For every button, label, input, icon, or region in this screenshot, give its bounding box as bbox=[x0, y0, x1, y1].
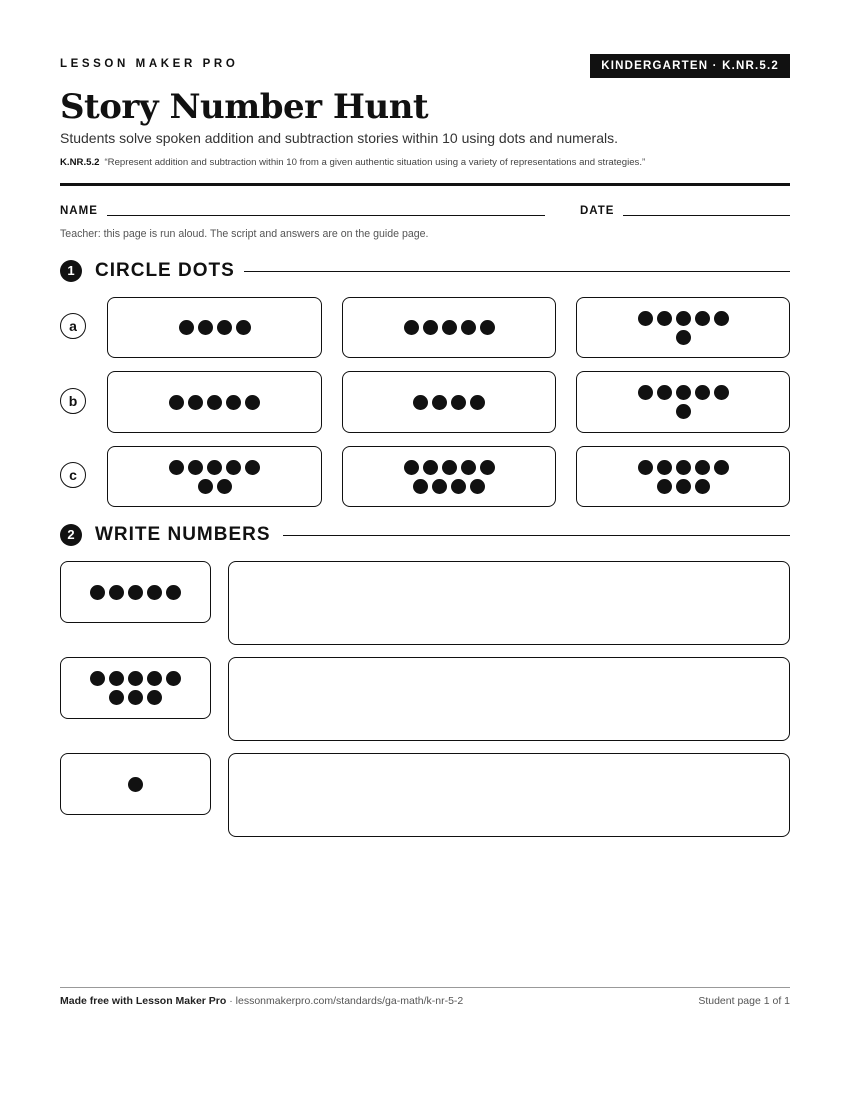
dot-group bbox=[179, 320, 251, 335]
dot-card[interactable] bbox=[342, 446, 556, 507]
footer-url-link[interactable]: lessonmakerpro.com/standards/ga-math/k-nr-5-2 bbox=[235, 995, 464, 1007]
counting-dot bbox=[480, 460, 495, 475]
dot-row bbox=[676, 330, 691, 345]
dot-row bbox=[90, 585, 181, 600]
counting-dot bbox=[461, 460, 476, 475]
counting-dot bbox=[226, 460, 241, 475]
counting-dot bbox=[470, 395, 485, 410]
counting-dot bbox=[451, 479, 466, 494]
counting-dot bbox=[128, 585, 143, 600]
dot-row bbox=[413, 395, 485, 410]
answer-box[interactable] bbox=[228, 657, 790, 741]
dot-group bbox=[90, 585, 181, 600]
footer-divider bbox=[60, 987, 790, 988]
dot-card[interactable] bbox=[576, 371, 790, 433]
counting-dot bbox=[188, 460, 203, 475]
section-rule bbox=[283, 535, 790, 536]
answer-box[interactable] bbox=[228, 753, 790, 837]
dot-row bbox=[638, 460, 729, 475]
standard-statement bbox=[60, 157, 645, 168]
dot-row bbox=[109, 690, 162, 705]
counting-dot bbox=[147, 671, 162, 686]
counting-dot bbox=[432, 479, 447, 494]
counting-dot bbox=[676, 311, 691, 326]
dot-row bbox=[676, 404, 691, 419]
counting-dot bbox=[480, 320, 495, 335]
counting-dot bbox=[128, 690, 143, 705]
counting-dot bbox=[657, 460, 672, 475]
dot-row bbox=[90, 671, 181, 686]
dot-group bbox=[90, 671, 181, 705]
footer-separator: · bbox=[226, 995, 236, 1007]
counting-dot bbox=[109, 671, 124, 686]
counting-dot bbox=[413, 479, 428, 494]
dot-row bbox=[128, 777, 143, 792]
section-number-badge: 2 bbox=[60, 524, 82, 546]
row-label-c: c bbox=[60, 462, 86, 488]
footer-made-with: Made free with Lesson Maker Pro bbox=[60, 995, 227, 1007]
dot-row bbox=[638, 311, 729, 326]
counting-dot bbox=[676, 479, 691, 494]
counting-dot bbox=[166, 671, 181, 686]
dot-card bbox=[60, 753, 211, 815]
worksheet-title: Story Number Hunt bbox=[60, 87, 429, 127]
counting-dot bbox=[217, 479, 232, 494]
counting-dot bbox=[245, 460, 260, 475]
counting-dot bbox=[451, 395, 466, 410]
dot-group bbox=[413, 395, 485, 410]
counting-dot bbox=[676, 460, 691, 475]
dot-group bbox=[404, 460, 495, 494]
section-write-numbers-header bbox=[60, 523, 790, 547]
counting-dot bbox=[714, 311, 729, 326]
section-title: WRITE NUMBERS bbox=[95, 524, 271, 545]
counting-dot bbox=[179, 320, 194, 335]
counting-dot bbox=[207, 395, 222, 410]
counting-dot bbox=[638, 385, 653, 400]
counting-dot bbox=[423, 460, 438, 475]
counting-dot bbox=[166, 585, 181, 600]
name-label: NAME bbox=[60, 205, 98, 217]
dot-group bbox=[169, 395, 260, 410]
row-label-a: a bbox=[60, 313, 86, 339]
dot-group bbox=[128, 777, 143, 792]
counting-dot bbox=[147, 690, 162, 705]
counting-dot bbox=[442, 460, 457, 475]
dot-card bbox=[60, 657, 211, 719]
counting-dot bbox=[638, 460, 653, 475]
dot-row bbox=[404, 320, 495, 335]
date-field[interactable] bbox=[623, 215, 790, 216]
counting-dot bbox=[169, 460, 184, 475]
dot-card[interactable] bbox=[107, 371, 322, 433]
counting-dot bbox=[638, 311, 653, 326]
counting-dot bbox=[695, 460, 710, 475]
counting-dot bbox=[226, 395, 241, 410]
dot-row bbox=[169, 460, 260, 475]
dot-card[interactable] bbox=[107, 297, 322, 358]
section-number-badge: 1 bbox=[60, 260, 82, 282]
counting-dot bbox=[217, 320, 232, 335]
counting-dot bbox=[695, 479, 710, 494]
counting-dot bbox=[657, 385, 672, 400]
counting-dot bbox=[90, 585, 105, 600]
counting-dot bbox=[470, 479, 485, 494]
footer-page-number: Student page 1 of 1 bbox=[698, 995, 790, 1007]
answer-box[interactable] bbox=[228, 561, 790, 645]
counting-dot bbox=[188, 395, 203, 410]
counting-dot bbox=[676, 330, 691, 345]
header-divider bbox=[60, 183, 790, 186]
counting-dot bbox=[169, 395, 184, 410]
brand-name: LESSON MAKER PRO bbox=[60, 58, 239, 70]
counting-dot bbox=[404, 320, 419, 335]
counting-dot bbox=[404, 460, 419, 475]
counting-dot bbox=[657, 311, 672, 326]
counting-dot bbox=[245, 395, 260, 410]
counting-dot bbox=[442, 320, 457, 335]
counting-dot bbox=[657, 479, 672, 494]
section-title: CIRCLE DOTS bbox=[95, 260, 235, 281]
counting-dot bbox=[147, 585, 162, 600]
dot-group bbox=[169, 460, 260, 494]
section-rule bbox=[244, 271, 790, 272]
counting-dot bbox=[695, 385, 710, 400]
name-field[interactable] bbox=[107, 215, 545, 216]
dot-row bbox=[179, 320, 251, 335]
dot-card[interactable] bbox=[107, 446, 322, 507]
counting-dot bbox=[676, 404, 691, 419]
dot-card[interactable] bbox=[342, 297, 556, 358]
dot-row bbox=[413, 479, 485, 494]
dot-row bbox=[198, 479, 232, 494]
teacher-note: Teacher: this page is run aloud. The script and answers are on the guide page. bbox=[60, 228, 429, 240]
dot-card[interactable] bbox=[576, 297, 790, 358]
counting-dot bbox=[714, 385, 729, 400]
dot-group bbox=[638, 460, 729, 494]
dot-row bbox=[404, 460, 495, 475]
counting-dot bbox=[90, 671, 105, 686]
dot-row bbox=[169, 395, 260, 410]
worksheet-subtitle: Students solve spoken addition and subtraction stories within 10 using dots and numerals. bbox=[60, 130, 619, 146]
counting-dot bbox=[461, 320, 476, 335]
counting-dot bbox=[207, 460, 222, 475]
date-label: DATE bbox=[580, 205, 615, 217]
standard-code: K.NR.5.2 bbox=[60, 157, 100, 168]
dot-row bbox=[638, 385, 729, 400]
grade-standard-badge: KINDERGARTEN · K.NR.5.2 bbox=[590, 54, 790, 78]
counting-dot bbox=[198, 320, 213, 335]
counting-dot bbox=[128, 777, 143, 792]
counting-dot bbox=[198, 479, 213, 494]
counting-dot bbox=[695, 311, 710, 326]
counting-dot bbox=[423, 320, 438, 335]
standard-text: “Represent addition and subtraction within 10 from a given authentic situation using a variety of representations and strategies.” bbox=[104, 157, 646, 168]
dot-card[interactable] bbox=[342, 371, 556, 433]
section-circle-dots-header bbox=[60, 259, 790, 283]
dot-card[interactable] bbox=[576, 446, 790, 507]
counting-dot bbox=[109, 585, 124, 600]
dot-card bbox=[60, 561, 211, 623]
counting-dot bbox=[236, 320, 251, 335]
dot-group bbox=[638, 311, 729, 345]
dot-row bbox=[657, 479, 710, 494]
footer-credit bbox=[60, 995, 463, 1007]
dot-group bbox=[638, 385, 729, 419]
counting-dot bbox=[128, 671, 143, 686]
counting-dot bbox=[109, 690, 124, 705]
counting-dot bbox=[714, 460, 729, 475]
worksheet-page bbox=[60, 0, 790, 1100]
dot-group bbox=[404, 320, 495, 335]
counting-dot bbox=[432, 395, 447, 410]
counting-dot bbox=[676, 385, 691, 400]
row-label-b: b bbox=[60, 388, 86, 414]
counting-dot bbox=[413, 395, 428, 410]
